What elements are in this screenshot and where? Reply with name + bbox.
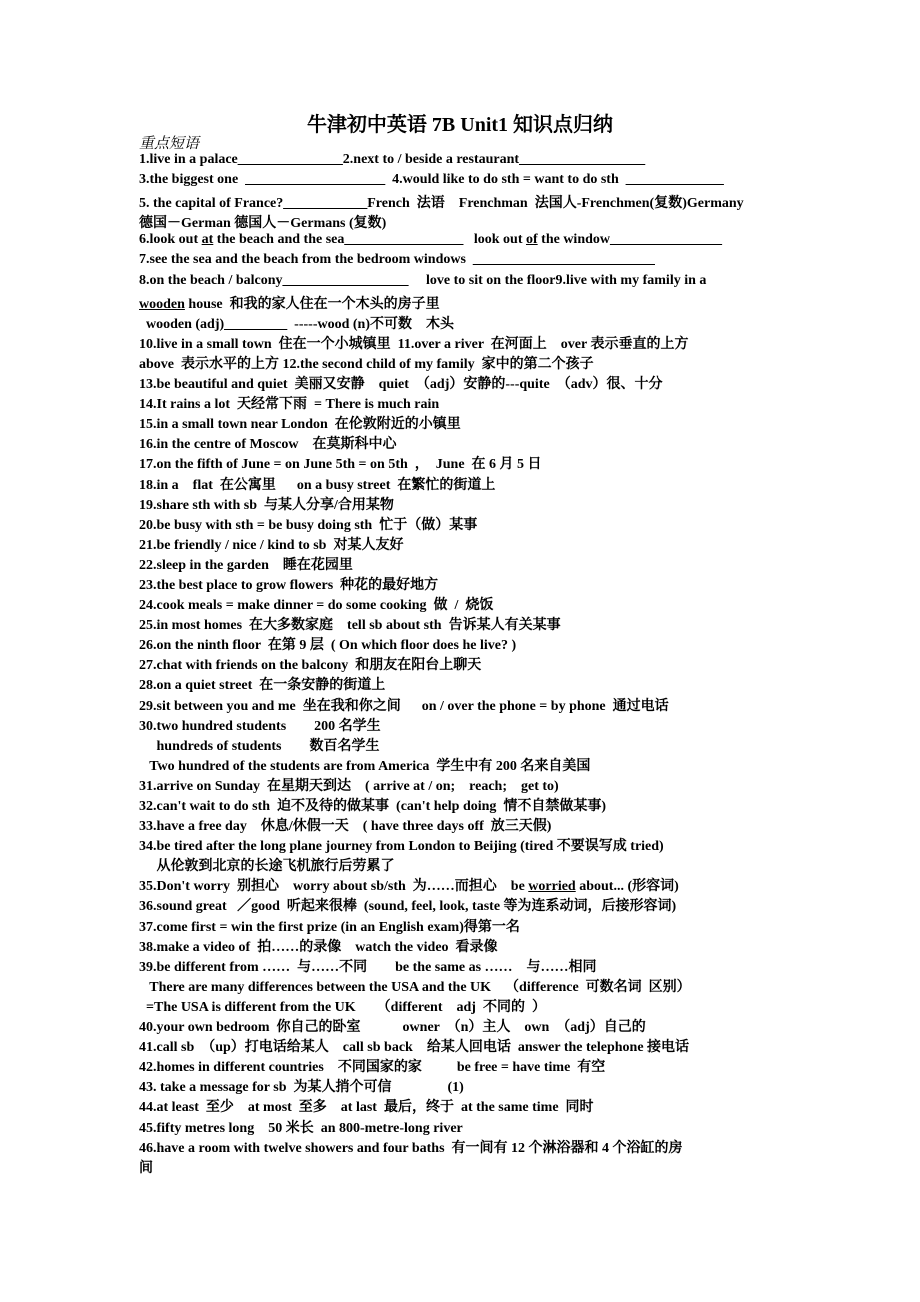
phrase-text: the window xyxy=(537,232,611,248)
phrase-line xyxy=(139,1056,839,1076)
answer-blank: ________________ xyxy=(610,232,723,248)
phrase-text: 26.on the ninth floor 在第 9 层 ( On which floor does he live? ) xyxy=(139,638,517,654)
answer-blank: _________ xyxy=(224,316,288,332)
phrase-text: love to sit on the floor9.live with my family in a xyxy=(408,272,707,288)
phrase-line xyxy=(139,835,839,855)
phrase-line xyxy=(139,855,839,875)
phrase-line xyxy=(139,333,839,353)
phrase-line xyxy=(139,433,839,453)
phrase-line xyxy=(139,594,839,614)
phrase-text: 45.fifty metres long 50 米长 an 800-metre-long river xyxy=(139,1120,463,1136)
phrase-text: 从伦敦到北京的长途飞机旅行后劳累了 xyxy=(139,859,395,875)
answer-blank: __________________ xyxy=(282,272,409,288)
phrase-text: 间 xyxy=(139,1160,153,1176)
phrase-line xyxy=(139,534,839,554)
phrase-text: 36.sound great ／good 听起来很棒 (sound, feel, look, taste 等为连系动词，后接形容词) xyxy=(139,899,677,915)
phrase-text: 37.come first = win the first prize (in an English exam)得第一名 xyxy=(139,919,520,935)
phrase-line xyxy=(139,1016,839,1036)
phrase-text: 43. take a message for sb 为某人捎个可信 (1) xyxy=(139,1080,464,1096)
phrase-line xyxy=(139,212,839,232)
phrase-line xyxy=(139,554,839,574)
phrase-text: 27.chat with friends on the balcony 和朋友在阳台上聊天 xyxy=(139,658,482,674)
phrase-line xyxy=(139,192,839,212)
phrase-line xyxy=(139,916,839,936)
phrase-text: 2.next to / beside a restaurant xyxy=(342,152,520,167)
phrase-text: 32.can't wait to do sth 迫不及待的做某事 (can't help doing 情不自禁做某事) xyxy=(139,799,607,814)
phrase-text: 40.your own bedroom 你自己的卧室 owner （n）主人 own （adj）自己的 xyxy=(139,1020,646,1036)
phrase-text: There are many differences between the USA and the UK （difference 可数名词 区别） xyxy=(139,979,691,995)
phrase-text: =The USA is different from the UK （different adj 不同的 ） xyxy=(139,999,546,1015)
phrase-text: Two hundred of the students are from America 学生中有 200 名来自美国 xyxy=(139,758,591,774)
phrase-line xyxy=(139,152,839,172)
phrase-line xyxy=(139,614,839,634)
phrase-line xyxy=(139,1137,839,1157)
phrase-text: 16.in the centre of Moscow 在莫斯科中心 xyxy=(139,437,397,453)
phrase-text: 29.sit between you and me 坐在我和你之间 on / over the phone = by phone 通过电话 xyxy=(139,698,669,714)
phrase-line xyxy=(139,674,839,694)
answer-blank: ____________________ xyxy=(245,172,386,188)
phrase-text: 18.in a flat 在公寓里 on a busy street 在繁忙的街道上 xyxy=(139,477,496,493)
phrase-text: 21.be friendly / nice / kind to sb 对某人友好 xyxy=(139,537,404,553)
phrase-text: 4.would like to do sth = want to do sth xyxy=(385,172,626,188)
phrase-text: 3.the biggest one xyxy=(139,172,246,188)
phrase-text: 38.make a video of 拍……的录像 watch the video 看录像 xyxy=(139,939,498,955)
phrase-line xyxy=(139,574,839,594)
phrase-line xyxy=(139,1157,839,1177)
phrase-line xyxy=(139,996,839,1016)
phrase-line xyxy=(139,494,839,514)
phrase-text: 34.be tired after the long plane journey from London to Beijing (tired 不要误写成 tried) xyxy=(139,839,664,855)
phrase-text: 20.be busy with sth = be busy doing sth 忙于（做）某事 xyxy=(139,517,478,533)
phrase-line xyxy=(139,232,839,252)
phrase-text: 7.see the sea and the beach from the bedroom windows xyxy=(139,252,473,268)
phrase-text: 39.be different from …… 与……不同 be the same as …… 与……相同 xyxy=(139,959,597,975)
phrase-text: above 表示水平的上方 12.the second child of my family 家中的第二个孩子 xyxy=(139,356,594,372)
answer-blank: ____________ xyxy=(283,196,368,212)
phrase-text: 46.have a room with twelve showers and four baths 有一间有 12 个淋浴器和 4 个浴缸的房 xyxy=(139,1140,683,1156)
phrase-text: 19.share sth with sb 与某人分享/合用某物 xyxy=(139,497,394,513)
phrase-line xyxy=(139,875,839,895)
underlined-word: wooden xyxy=(139,296,185,312)
phrase-text: 35.Don't worry 别担心 worry about sb/sth 为……而担心 be xyxy=(139,879,529,895)
phrase-text: 41.call sb （up）打电话给某人 call sb back 给某人回电话 answer the telephone 接电话 xyxy=(139,1040,690,1056)
phrase-line xyxy=(139,413,839,433)
phrase-line xyxy=(139,252,839,272)
phrase-line xyxy=(139,172,839,192)
phrase-text: 28.on a quiet street 在一条安静的街道上 xyxy=(139,678,386,694)
phrase-text: house 和我的家人住在一个木头的房子里 xyxy=(184,296,440,312)
phrase-text: 6.look out xyxy=(139,232,202,248)
phrase-line xyxy=(139,514,839,534)
phrase-line xyxy=(139,1076,839,1096)
phrase-text: 22.sleep in the garden 睡在花园里 xyxy=(139,557,353,573)
phrase-line xyxy=(139,453,839,473)
phrase-line xyxy=(139,273,839,293)
phrase-text: wooden (adj) xyxy=(139,316,225,332)
phrase-line xyxy=(139,936,839,956)
document-title: 牛津初中英语 7B Unit1 知识点归纳 xyxy=(306,114,614,136)
phrase-text: 24.cook meals = make dinner = do some cooking 做 / 烧饭 xyxy=(139,598,494,614)
underlined-word: at xyxy=(201,232,214,248)
phrase-line xyxy=(139,293,839,313)
answer-blank: _______________ xyxy=(237,152,343,167)
phrase-line xyxy=(139,474,839,494)
phrase-text: 33.have a free day 休息/休假一天 ( have three days off 放三天假) xyxy=(139,819,552,835)
phrase-text: 13.be beautiful and quiet 美丽又安静 quiet （adj）安静的---quite （adv）很、十分 xyxy=(139,377,663,393)
phrase-line xyxy=(139,634,839,654)
phrase-text: 25.in most homes 在大多数家庭 tell sb about sth 告诉某人有关某事 xyxy=(139,618,561,634)
phrase-line xyxy=(139,1117,839,1137)
answer-blank: __________________________ xyxy=(472,252,655,268)
answer-blank: __________________ xyxy=(519,152,646,167)
phrase-list xyxy=(139,152,839,1177)
phrase-line xyxy=(139,795,839,815)
phrase-text: 15.in a small town near London 在伦敦附近的小镇里 xyxy=(139,417,461,433)
phrase-text: 5. the capital of France? xyxy=(139,196,284,212)
phrase-line xyxy=(139,654,839,674)
phrase-text: look out xyxy=(463,232,526,248)
phrase-line xyxy=(139,976,839,996)
phrase-line xyxy=(139,393,839,413)
phrase-text: 31.arrive on Sunday 在星期天到达 ( arrive at / on; reach; get to) xyxy=(139,778,559,794)
phrase-text: 8.on the beach / balcony xyxy=(139,272,283,288)
phrase-text: 23.the best place to grow flowers 种花的最好地方 xyxy=(139,577,439,593)
phrase-text: 44.at least 至少 at most 至多 at last 最后，终于 at the same time 同时 xyxy=(139,1100,594,1116)
answer-blank: _________________ xyxy=(344,232,464,248)
phrase-text: about... (形容词) xyxy=(575,879,679,895)
phrase-line xyxy=(139,373,839,393)
phrase-text: 德国－German 德国人－Germans (复数) xyxy=(139,216,387,232)
section-heading: 重点短语 xyxy=(139,136,200,152)
phrase-line xyxy=(139,695,839,715)
phrase-line xyxy=(139,775,839,795)
phrase-text: the beach and the sea xyxy=(213,232,345,248)
phrase-text: hundreds of students 数百名学生 xyxy=(139,738,380,754)
phrase-line xyxy=(139,895,839,915)
phrase-text: French 法语 Frenchman 法国人-Frenchmen(复数)Germany xyxy=(367,196,744,212)
phrase-line xyxy=(139,1036,839,1056)
phrase-text: -----wood (n)不可数 木头 xyxy=(287,316,454,332)
phrase-text: 42.homes in different countries 不同国家的家 be free = have time 有空 xyxy=(139,1060,606,1076)
phrase-text: 17.on the fifth of June = on June 5th = on 5th ， June 在 6 月 5 日 xyxy=(139,457,542,473)
phrase-line xyxy=(139,715,839,735)
phrase-text: 10.live in a small town 住在一个小城镇里 11.over a river 在河面上 over 表示垂直的上方 xyxy=(139,336,689,352)
phrase-line xyxy=(139,755,839,775)
phrase-line xyxy=(139,313,839,333)
phrase-line xyxy=(139,815,839,835)
underlined-word: of xyxy=(525,232,538,248)
phrase-text: 30.two hundred students 200 名学生 xyxy=(139,718,381,734)
underlined-word: worried xyxy=(528,879,576,895)
phrase-line xyxy=(139,956,839,976)
phrase-line xyxy=(139,735,839,755)
phrase-text: 14.It rains a lot 天经常下雨 = There is much rain xyxy=(139,397,440,413)
phrase-text: 1.live in a palace xyxy=(139,152,238,167)
phrase-line xyxy=(139,353,839,373)
phrase-line xyxy=(139,1096,839,1116)
answer-blank: ______________ xyxy=(625,172,724,188)
